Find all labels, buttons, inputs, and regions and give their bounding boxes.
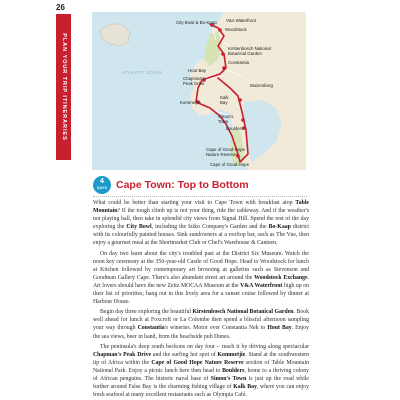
map-label-va-waterfront: V&A Waterfront [226, 18, 257, 23]
days-badge-unit: DAYS [97, 186, 107, 190]
paragraph-text: ? If the tough climb up is not your thing, ride the cableway. And if the weather's not playing ball, then take in splendid city views from Signal Hill. Spend the rest of the day exploring the [93, 208, 309, 231]
map-graphic [92, 12, 306, 170]
map-label-ocean: ATLANTIC OCEAN [122, 70, 163, 75]
highlight-place: City Bowl [126, 224, 152, 231]
days-badge-number: 4 [100, 178, 104, 185]
paragraph-text: Begin day three exploring the beautiful [100, 309, 193, 316]
itinerary-paragraph [93, 308, 309, 340]
itinerary-paragraph [93, 343, 309, 400]
map-label-kirstenbosch-2: Botanical Garden [228, 51, 262, 56]
paragraph-text: is just up the road while further around False Bay is the charming fishing village of [93, 375, 309, 391]
paragraph-text: high up on their list of priorities; hang out in this lively area for a sunset cruise followed by dinner at Harbour House. [93, 282, 310, 306]
highlight-place: Boulders [222, 367, 245, 374]
paragraph-text: and the surfing hot spot of [151, 351, 218, 358]
itinerary-paragraph [93, 250, 309, 307]
section-title: Cape Town: Top to Bottom [116, 179, 249, 191]
itinerary-paragraph [93, 199, 309, 248]
section-divider [93, 196, 307, 197]
map-label-kommetjie: Kommetjie [180, 100, 201, 105]
map-label-kalk-bay-2: Bay [220, 100, 228, 105]
page-number: 26 [56, 3, 65, 12]
map-label-boulders: Boulders [226, 126, 244, 131]
itinerary-body [93, 199, 309, 399]
highlight-place: Table Mountain [93, 200, 309, 215]
highlight-place: Cape of Good Hope Nature Reserve [151, 359, 244, 366]
map-label-simons-town-2: Town [218, 119, 229, 124]
highlight-place: Woodstock Exchange [254, 274, 308, 281]
map-marker-woodstock [218, 28, 222, 32]
map-label-city-bowl: City Bowl & Bo-Kaap [176, 20, 217, 25]
days-badge [93, 176, 111, 194]
map-label-constantia: Constantia [228, 60, 249, 65]
map-label-chapmans: Chapman's [183, 76, 206, 81]
map-label-cape-point-2: Nature Reserve [206, 152, 237, 157]
map-label-kirstenbosch: Kirstenbosch National [228, 46, 271, 51]
map-label-woodstock: Woodstock [225, 27, 247, 32]
map-label-chapmans-2: Peak Drive [183, 81, 205, 86]
paragraph-text: 's wineries. Motor over Constantia Nek to [164, 325, 268, 332]
highlight-place: Hout Bay [267, 325, 292, 332]
highlight-place: Constantia [137, 325, 165, 332]
highlight-place: Bo-Kaap [268, 224, 291, 231]
map-label-cape-of-good-hope: Cape of Good Hope [210, 162, 250, 167]
paragraph-text: , home to a thriving colony of African penguins. The historic naval base of [93, 367, 309, 382]
highlight-place: Kommetjie [217, 351, 246, 358]
paragraph-text: . Book well ahead for lunch at Foxcroft or La Colombe then spend a blissful afternoon sampling your way through [93, 309, 309, 332]
paragraph-text: . Enjoy the sea views, beer in hand, from the beachside pub Dunes. [93, 325, 309, 340]
highlight-place: Kirstenbosch National Botanical Garden [192, 309, 294, 316]
map-label-hout-bay: Hout Bay [188, 68, 207, 73]
route-map [92, 12, 306, 170]
paragraph-text: What could be better than starting your visit to Cape Town with breakfast atop [93, 200, 296, 206]
map-marker-constantia [222, 66, 226, 70]
highlight-place: Chapman's Peak Drive [93, 351, 152, 358]
map-marker-kirstenbosch [221, 52, 225, 56]
highlight-place: Kalk Bay [233, 384, 257, 391]
paragraph-text: On day two learn about the city's troubled past at the District Six Museum. Watch the noon key ceremony at the 350-year-old Castle of Good Hope. Head to Woodstock for lunch at Kitchen followed by contemporary art browsing at galleries such as Stevenson and Goodman Gallery Cape. There's also abundant street art around the [93, 250, 309, 281]
map-label-cape-point: Cape of Good Hope [206, 147, 246, 152]
paragraph-text: . Stand at the southwestern tip of Africa within the [93, 351, 310, 366]
map-marker-kalk-bay [238, 98, 242, 102]
paragraph-text: , including the Iziko Company's Garden and the [151, 224, 269, 231]
paragraph-text: section of Table Mountain National Park. Enjoy a picnic lunch here then head to [93, 359, 310, 374]
map-label-kalk-bay: Kalk [220, 95, 229, 100]
paragraph-text: district with its colourfully painted houses. Sink sundowners at a rooftop bar, such as The Vue, then enjoy a gourmet meal at the Shortmarket Club or Chef's Warehouse & Canteen. [93, 224, 309, 247]
paragraph-text: The peninsula's deep south beckons on day four – reach it by driving along spectacular [100, 343, 309, 350]
map-label-muizenberg: Muizenberg [250, 83, 273, 88]
side-tab [56, 14, 71, 160]
map-label-simons-town: Simon's [218, 114, 234, 119]
highlight-place: Simon's Town [210, 375, 247, 382]
map-marker-simons-town [241, 118, 245, 122]
paragraph-text: . Art lovers should have the new Zeitz MOCAA Museum at the [93, 274, 310, 289]
side-tab-label: PLAN YOUR TRIP ITINERARIES [60, 33, 67, 141]
highlight-place: V&A Waterfront [240, 282, 283, 289]
paragraph-text: , where you can enjoy fresh seafood at many excellent restaurants such as Olympia Café. [93, 384, 310, 399]
